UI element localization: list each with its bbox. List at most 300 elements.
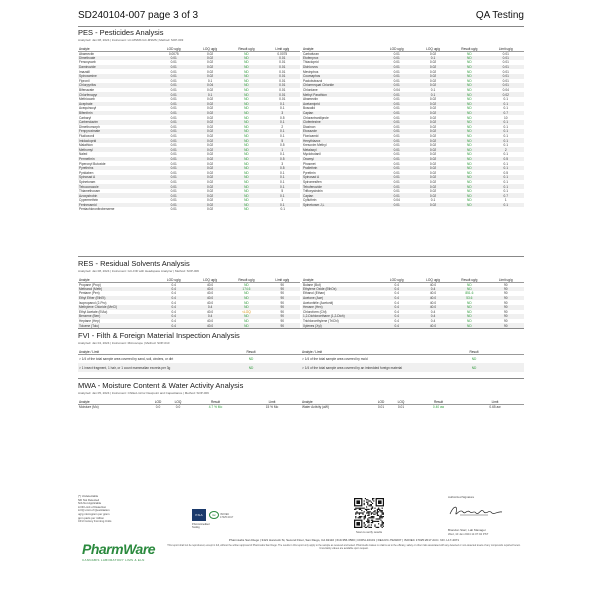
analyte-value: 0.4 [171,319,176,324]
analyte-value: 40.0 [429,282,437,287]
analyte-value: ND [244,300,249,305]
analyte-value: 0.02 [206,124,214,129]
analyte-value: ND [467,69,472,74]
analyte-value: 0.01 [170,161,177,166]
analyte-value: ND [228,193,264,198]
analyte-value: 0.01 [156,166,192,171]
analyte-value: 90 [488,287,524,292]
analyte-value: 0.02 [192,175,228,180]
analyte-value: 0.01 [156,74,192,79]
analyte-value: 0.1 [430,198,436,203]
analyte-name: Diazinon [301,125,379,130]
analyte-value: 0.4 [379,287,415,292]
analyte-value: 40.0 [429,300,437,305]
analyte-name: Abamectin [301,97,379,102]
analyte-value: ND [451,305,487,310]
analyte-name: Oxamyl [301,157,379,162]
analyte-value: ND [228,175,264,180]
mwa-meta: Analyzed: Jan 05, 2024 | Instrument: Chilled-mirror Dewpoint and Capacitance | Method: SOP-009 [78,391,209,395]
analyte-value: 0.02 [206,189,214,194]
analyte-value: 0.01 [488,65,524,70]
pes-table [78,44,524,212]
column-header: LOQ ug/g [192,275,228,282]
analyte-value: 0.02 [429,106,437,111]
analyte-value: ND [467,170,472,175]
analyte-name: Xylenes (Xyl) [301,323,379,328]
legend-item: (*) Undetectable [78,494,99,498]
analyte-value: 0.1 [415,56,451,61]
analyte-result: ND [471,356,477,361]
analyte-value: 0.01 [156,65,192,70]
analyte-value: 0.4 [192,314,228,319]
analyte-value: 0.02 [192,65,228,70]
analyte-result: ND [201,363,301,372]
analyte-value: 0.1 [488,175,524,180]
analyte-value: 0.02 [206,170,214,175]
analyte-name: Chlorantraniliprole [301,115,379,120]
analyte-value: 0.02 [206,60,214,65]
analyte-value: 53.6 [451,296,487,301]
analyte-value: ND [228,323,264,328]
column-header: Analyte / Limit [301,347,424,354]
analyte-value: 90 [265,305,301,310]
analyte-name: Abamectin [79,51,95,56]
analyte-name: Pyrethrins [78,166,156,171]
analyte-value: 0.02 [429,152,437,157]
report-title: SD240104-007 page 3 of 3 [78,10,199,21]
analyte-value: 40.0 [206,319,214,324]
analyte-value: 0.02 [206,97,214,102]
analyte-value: 0.5 [265,166,301,171]
analyte-name: Coumaphos [301,74,379,79]
analyte-value: 0.4 [171,291,176,296]
analyte-value: 90 [265,323,301,328]
analyte-name: Acetamiprid [301,102,379,107]
analyte-value: 0.02 [429,51,437,56]
analyte-value: 0.02 [429,124,437,129]
analyte-value: 0.1 [430,88,436,93]
analyte-value: 3 [265,111,301,116]
analyte-value: 0.02 [488,92,524,97]
analyte-value: 0.01 [156,83,192,88]
page-footer [78,495,524,593]
analyte-value: 90 [488,296,524,301]
analyte-value: 0.02 [429,161,437,166]
analyte-value: 90 [503,300,508,305]
analyte-name: Phosmet [301,161,379,166]
column-header: LOD ug/g [156,275,192,282]
analyte-value: 0.01 [379,111,415,116]
analyte-value: 1 [281,198,284,203]
analyte-value: ND [244,161,249,166]
pes-section [78,26,524,212]
analyte-value: 0.02 [415,193,451,198]
analyte-value: 40.0 [415,296,451,301]
analyte-value: 0.01 [379,83,415,88]
analyte-name: Bifenazate [79,88,95,93]
analyte-limit: > 1/4 of the total sample area covered by an imbedded foreign material [301,363,424,372]
analyte-value: 0.01 [156,92,192,97]
analyte-name: Captan [301,193,379,198]
analyte-name: Ethylene Oxide (EthOx) [301,287,379,292]
analyte-name: Spiroxamine [78,74,156,79]
analyte-value: 0.01 [170,69,177,74]
analyte-value: 0.02 [192,111,228,116]
analyte-value: 15 % Mo [265,404,279,409]
analyte-value: ND [467,133,472,138]
analyte-name: Hexythiazox [301,138,379,143]
analyte-value: 0.4 [430,309,436,314]
analyte-name: Heptane (Hep) [79,319,100,324]
analyte-value: 0.01 [379,65,415,70]
analyte-value: 0.01 [379,157,415,162]
analyte-value: 0.01 [156,120,192,125]
analyte-name: Kresoxim Methyl [301,143,379,148]
pjla-label: PJLA Accredited Testing [192,523,210,529]
column-header: LOQ [168,397,188,404]
analyte-name: Acequinocyl [79,106,97,111]
analyte-value: 1 [265,147,301,152]
analyte-value: 40.0 [206,300,214,305]
analyte-value: 0.7 [488,111,524,116]
analyte-value: 0.01 [379,203,415,208]
pharmware-logo [82,541,158,569]
analyte-value: ND [451,287,487,292]
analyte-value: 0.01 [170,88,177,93]
analyte-value: ND [244,319,249,324]
analyte-name: Spinosad A [301,175,379,180]
analyte-value: 0.02 [206,69,214,74]
analyte-value: 0.01 [393,152,400,157]
analyte-value: ND [228,147,264,152]
legend-item: ND Not Detected [78,497,100,502]
column-header: Analyte [301,44,379,51]
analyte-value: 0.02 [192,193,228,198]
analyte-value: ND [244,179,249,184]
verification-qr-code-icon[interactable] [354,498,384,528]
analyte-value: 0.4 [171,309,176,314]
analyte-value: ND [244,60,249,65]
analyte-value: ND [244,97,249,102]
analyte-value: ND [451,203,487,208]
analyte-name: Captan [301,111,379,116]
analyte-value: ND [467,124,472,129]
analyte-value: 0.1 [503,143,508,148]
analyte-name: Boscalid [301,106,379,111]
analyte-value: 90 [280,282,285,287]
analyte-value: 0.4 [394,319,399,324]
pes-meta: Analyzed: Jan 08, 2024 | Instrument: LC-MSMS GC-MSMS | Method: SOP-003 [78,38,184,42]
analyte-value: 0.01 [156,203,192,208]
analyte-value: 0.01 [279,78,286,83]
analyte-value: ND [451,157,487,162]
analyte-value: 0.40 aw [432,404,445,409]
res-meta: Analyzed: Jan 08, 2024 | Instrument: GC-FID with Headspace Analyzer | Method: SOP-006 [78,269,199,273]
analyte-name: Myclobutanil [301,152,379,157]
logo-wordmark: PharmWare [82,541,156,557]
analyte-value: 0.4 [415,287,451,292]
analyte-value: 0.04 [393,198,400,203]
analyte-value: 0.1 [280,179,285,184]
ilac-logo-icon: ilac [209,511,219,519]
analyte-name: Fludioxonil [79,133,95,138]
analyte-value: 0.02 [206,88,214,93]
analyte-value: 0.4 [379,296,415,301]
legend-item: LOD Limit of Detection [78,504,107,509]
analyte-value: 851.6 [465,291,474,296]
analyte-value: 0.01 [279,69,286,74]
analyte-value: 0.1 [488,138,524,143]
analyte-value: 0.4 [430,319,436,324]
analyte-value: ND [244,291,249,296]
empty-cell [488,207,524,212]
analyte-name: Water Activity (aW) [302,404,329,409]
analyte-value: 90 [503,309,508,314]
analyte-value: ND [451,129,487,134]
analyte-name: 1,2-Dichloroethane (1,2-Dich) [301,314,379,319]
analyte-value: 90 [280,309,285,314]
column-header: Limit ug/g [265,275,301,282]
analyte-name: Clofentezine [301,120,379,125]
analyte-value: ND [451,138,487,143]
analyte-name: Chlormequat Chloride [301,83,379,88]
column-header: Limit ug/g [488,44,524,51]
table-row [78,207,524,212]
legend-item: N/A Not Applicable [78,501,102,506]
analyte-value: 90 [503,282,508,287]
analyte-value: 0.01 [393,106,400,111]
analyte-value: 90 [280,291,285,296]
analyte-value: 90 [503,291,508,296]
analyte-value: 0.01 [279,60,286,65]
analyte-value: 90 [488,323,524,328]
analyte-value: ND [228,92,264,97]
analyte-value: 0.02 [429,189,437,194]
analyte-name: Etoxazole [301,129,379,134]
analyte-value: 5 [281,189,284,194]
analyte-value: ND [451,147,487,152]
analyte-value: 0.1 [265,184,301,189]
analyte-value: 0.02 [429,69,437,74]
analyte-value: 0.01 [170,179,177,184]
analyte-name: Fenhexamid [78,203,156,208]
signature-date: Wed, 10 Jan 2024 11:07:04 PST [448,532,489,536]
analyte-value: ND [228,129,264,134]
analyte-value: 0.5 [265,157,301,162]
analyte-value: 0.1 [488,203,524,208]
analyte-value: 0.01 [156,157,192,162]
analyte-value: 0.01 [156,129,192,134]
analyte-value: ND [467,60,472,65]
analyte-value: 0.02 [415,111,451,116]
fvi-section [78,328,524,372]
analyte-value: ND [228,314,264,319]
analyte-value: 0.1 [488,102,524,107]
analyte-value: 0.01 [393,115,400,120]
analyte-value: 0.02 [206,161,214,166]
column-header: Result [188,397,243,404]
column-header: Analyte [301,275,379,282]
analyte-value: 0.01 [156,184,192,189]
analyte-value: 0.1 [415,92,451,97]
legend-item: CFU Colony Forming Units [78,519,112,524]
abbreviation-legend [78,495,138,524]
analyte-value: ND [228,56,264,61]
analyte-value: ND [467,152,472,157]
column-header: LOQ ug/g [192,44,228,51]
analyte-name: Acetonitrile (Acetonit) [301,300,379,305]
analyte-value: 0.01 [502,60,509,65]
analyte-value: 0.5 [488,157,524,162]
analyte-value: 0.02 [429,78,437,83]
analyte-value: ND [244,198,249,203]
res-title: RES - Residual Solvents Analysis [78,259,190,268]
fvi-meta: Analyzed: Jan 04, 2024 | Instrument: Microscope | Method: SOP-010 [78,341,170,345]
analyte-value: 0.02 [415,138,451,143]
analyte-value: 0.02 [429,170,437,175]
analyte-value: 0.1 [488,129,524,134]
analyte-value: 0.01 [170,106,177,111]
analyte-value: 0.02 [429,60,437,65]
analyte-value: 0.1 [488,120,524,125]
analyte-value: ND [467,143,472,148]
analyte-value: 90 [265,296,301,301]
analyte-value: 0.02 [415,129,451,134]
analyte-value: 0.01 [393,161,400,166]
analyte-value: 0.4 [156,296,192,301]
legend-item: ug/g microgram per gram [78,511,110,516]
analyte-value: ND [244,133,249,138]
analyte-value: 0.1 [280,170,285,175]
column-header: Result [424,347,524,354]
res-table [78,275,524,328]
analyte-value: 0.02 [192,147,228,152]
analyte-value: 0.02 [206,133,214,138]
analyte-limit: > 1/4 of the total sample area covered by mold [302,356,368,361]
analyte-value: ND [467,78,472,83]
column-header: LOD [148,397,168,404]
analyte-name: Methiocarb [79,97,95,102]
analyte-value: 0.1 [280,207,285,212]
analyte-value: 0.4 [156,323,192,328]
analyte-name: Methanol (Meth) [78,287,156,292]
analyte-value: 0.01 [265,74,301,79]
analyte-value: 0.01 [393,60,400,65]
analyte-name: Methylene Chloride (MeCl) [78,305,156,310]
analyte-name: Bifenthrin [78,111,156,116]
analyte-value: 0.02 [415,120,451,125]
column-header: LOD ug/g [379,275,415,282]
analyte-value: ND [228,65,264,70]
analyte-value: ND [467,319,472,324]
analyte-value: ND [467,189,472,194]
analyte-value: ND [228,184,264,189]
analyte-value: 0.01 [379,56,415,61]
column-header: LOQ ug/g [415,275,451,282]
analyte-name: Methyl Parathion [301,92,379,97]
analyte-value: 0.01 [170,78,177,83]
analyte-value: 1 [504,198,507,203]
legend-item: ppm parts per million [78,515,104,520]
analyte-name: Tebuconazole [78,184,156,189]
analyte-value: 0.02 [415,65,451,70]
analyte-value: 0.04 [502,88,509,93]
analyte-value: 40.0 [192,296,228,301]
mwa-title: MWA - Moisture Content & Water Activity Analysis [78,381,244,390]
analyte-name: Metalaxyl [301,147,379,152]
lab-address-line: PharmLabs San Diego | 3421 Hancock St, Second Floor, San Diego, CA 92110 | 619.356.3560 | CDPH-10101 | DEA RC-7920207 | ISO/IEC 17025:2017 ACC. NO. L17-4071 [228,538,460,542]
handwritten-signature-icon [448,503,504,519]
analyte-value: 0.01 [156,102,192,107]
analyte-value: 0.4 [394,291,399,296]
analyte-value: 0.02 [192,74,228,79]
analyte-name: Ethyl Acetate (EtAc) [79,309,108,314]
analyte-value: 0.02 [429,115,437,120]
analyte-value: 0.02 [206,198,214,203]
analyte-name: Piperonyl Butoxide [79,161,106,166]
analyte-value: 0.1 [488,184,524,189]
analyte-value: 0.1 [503,97,508,102]
analyte-value: ND [228,102,264,107]
analyte-value: ND [228,120,264,125]
empty-cell [415,207,451,212]
analyte-value: ND [451,56,487,61]
analyte-value: 0.02 [192,56,228,61]
analyte-value: 0.01 [170,170,177,175]
analyte-value: 0.7 [488,193,524,198]
analyte-value: ND [467,300,472,305]
analyte-value: 0.01 [379,102,415,107]
analyte-value: 0.02 [192,166,228,171]
analyte-value: 0.1 [265,175,301,180]
signature-block [448,495,524,535]
analyte-name: Mevinphos [301,69,379,74]
analyte-name: Dimethomorph [79,124,100,129]
analyte-name: Naled [79,152,88,157]
analyte-name: Spinetoram J,L [301,203,379,208]
analyte-name: Fenoxycarb [79,60,96,65]
analyte-value: 0.02 [415,203,451,208]
analyte-name: Methomyl [78,147,156,152]
analyte-value: 0.01 [170,60,177,65]
analyte-value: 0.01 [379,147,415,152]
analyte-result: ND [424,363,524,372]
analyte-name: Thiamethoxam [79,189,101,194]
analyte-value: 0.01 [393,78,400,83]
analyte-name: Ethanol (Ethan) [301,291,379,296]
analyte-value: 90 [488,314,524,319]
analyte-value: 0.04 [393,88,400,93]
analyte-value: 0.02 [429,143,437,148]
pjla-logo-icon: PJLA [192,509,206,521]
column-header: Analyte / Limit [78,347,201,354]
column-header: Limit ug/g [488,275,524,282]
analyte-name: Fipronil [79,78,90,83]
accreditation-badge [192,499,242,535]
analyte-value: 0.02 [415,184,451,189]
signer-name: Brandon Starr, Lab Manager [448,528,486,532]
analyte-value: ND [228,74,264,79]
analyte-value: 40.0 [192,323,228,328]
analyte-value: 0.1 [265,102,301,107]
analyte-value: 0.02 [192,138,228,143]
fvi-table [78,347,524,372]
table-row [78,404,524,409]
analyte-value: 0.02 [415,147,451,152]
analyte-value: 0.4 [156,314,192,319]
analyte-value: 0.01 [156,147,192,152]
analyte-value: 0.01 [379,120,415,125]
